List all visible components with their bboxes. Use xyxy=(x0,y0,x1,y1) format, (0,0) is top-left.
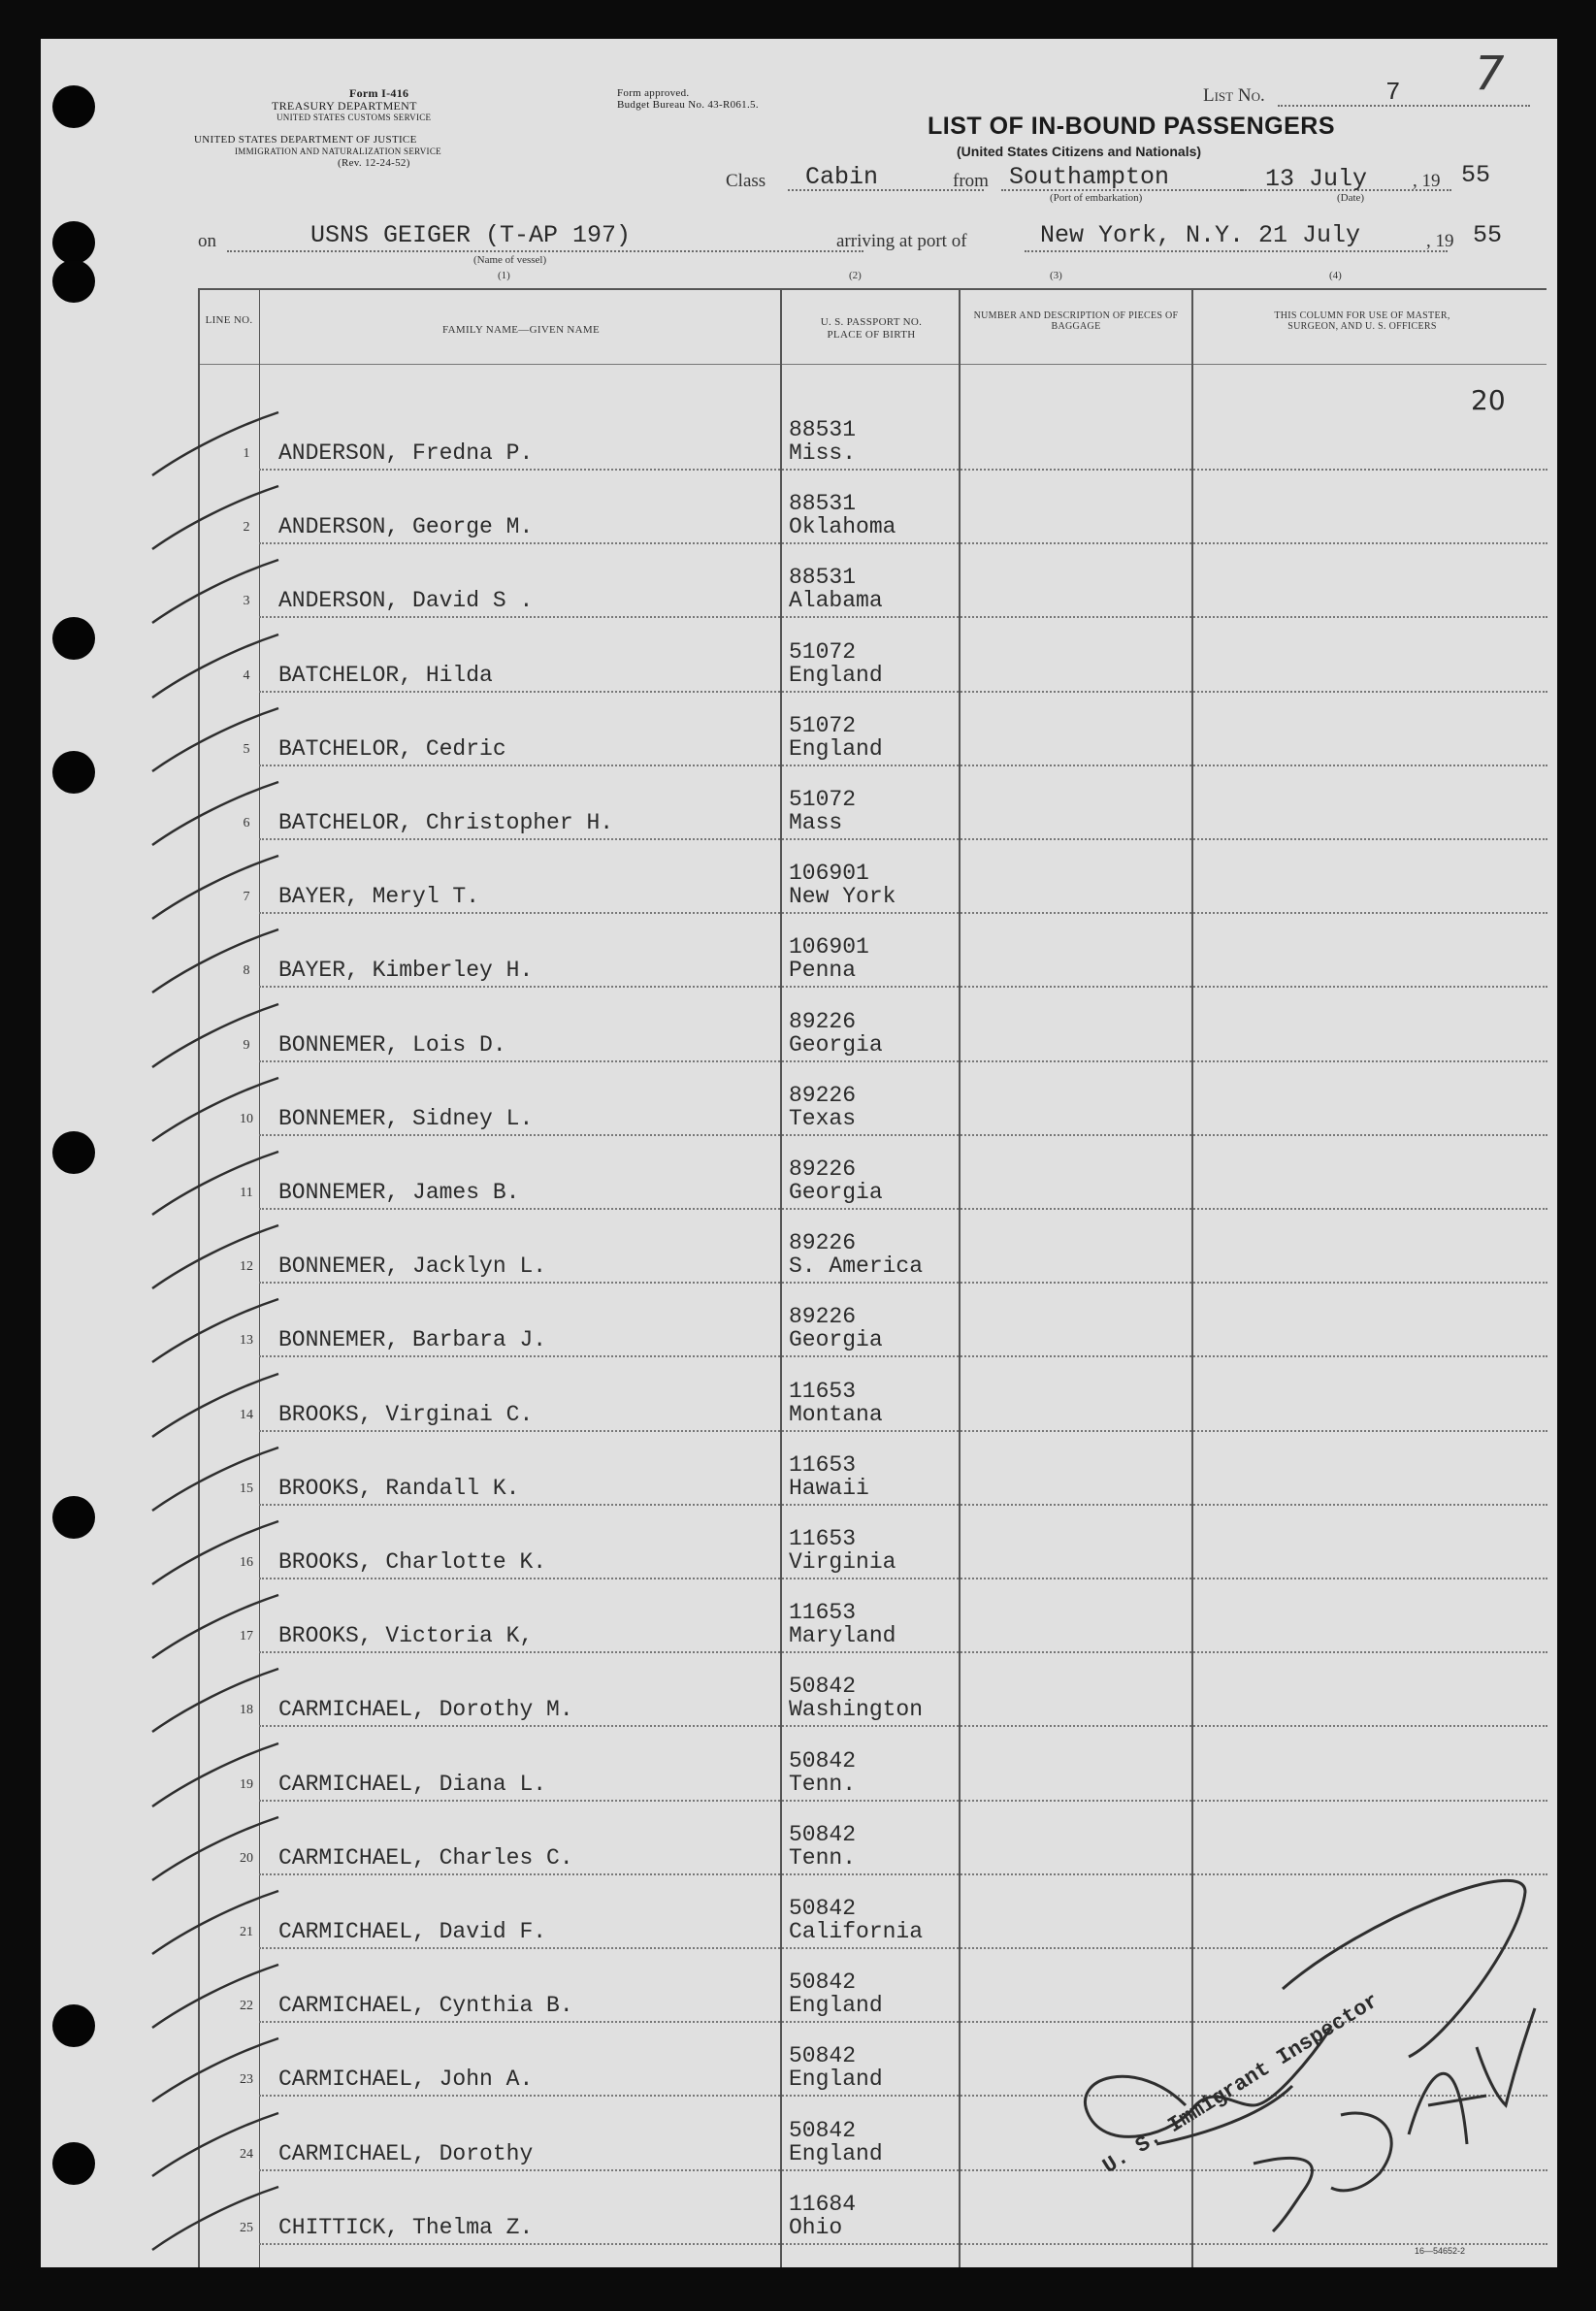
table-row xyxy=(41,472,1557,545)
inspector-stamp-text: U. S. Immigrant Inspector xyxy=(1098,1988,1384,2179)
passenger-name: CARMICHAEL, Diana L. xyxy=(278,1771,547,1797)
passport-number: 50842 xyxy=(789,1747,857,1774)
passport-number: 50842 xyxy=(789,1674,857,1700)
table-header-rule xyxy=(198,364,1547,365)
line-number: 21 xyxy=(240,1925,253,1939)
passenger-name: BONNEMER, Sidney L. xyxy=(278,1105,534,1131)
line-number: 16 xyxy=(240,1555,253,1570)
row-rule xyxy=(259,912,1547,914)
place-of-birth: Virginia xyxy=(789,1549,896,1575)
class-label: Class xyxy=(726,171,766,191)
place-of-birth: Georgia xyxy=(789,1031,883,1058)
passport-number: 11653 xyxy=(789,1600,857,1626)
handwritten-list-number: 7 xyxy=(1475,47,1505,101)
passenger-manifest-page xyxy=(41,39,1557,2267)
table-row xyxy=(41,1359,1557,1433)
passport-number: 11653 xyxy=(789,1378,857,1404)
place-of-birth: Georgia xyxy=(789,1327,883,1353)
place-of-birth: England xyxy=(789,735,883,762)
line-number: 20 xyxy=(240,1850,253,1866)
passport-number: 51072 xyxy=(789,638,857,665)
passport-number: 50842 xyxy=(789,2043,857,2069)
passenger-name: BONNEMER, Barbara J. xyxy=(278,1327,547,1353)
row-rule xyxy=(259,1578,1547,1579)
passenger-name: CARMICHAEL, Charles C. xyxy=(278,1844,573,1871)
line-number: 14 xyxy=(240,1407,253,1422)
row-rule xyxy=(259,542,1547,544)
passport-number: 11653 xyxy=(789,1526,857,1551)
row-rule xyxy=(259,1725,1547,1727)
passenger-name: CARMICHAEL, Dorothy xyxy=(278,2140,534,2166)
arrival-port-date: New York, N.Y. 21 July xyxy=(1040,221,1361,249)
place-of-birth: Tenn. xyxy=(789,1771,857,1797)
passenger-name: CARMICHAEL, John A. xyxy=(278,2067,534,2093)
passport-number: 89226 xyxy=(789,1156,857,1182)
punch-hole xyxy=(52,751,95,794)
punch-hole xyxy=(52,1131,95,1174)
place-of-birth: Texas xyxy=(789,1105,857,1131)
passport-number: 88531 xyxy=(789,417,857,442)
table-row xyxy=(41,620,1557,694)
place-of-birth: England xyxy=(789,2067,883,2093)
table-row xyxy=(41,1433,1557,1507)
date-caption: (Date) xyxy=(1337,192,1365,204)
budget-bureau: Budget Bureau No. 43-R061.5. xyxy=(617,99,759,111)
row-rule xyxy=(259,765,1547,766)
row-rule xyxy=(259,1504,1547,1506)
col-num-1: (1) xyxy=(498,270,510,281)
table-row xyxy=(41,841,1557,915)
arriving-label: arriving at port of xyxy=(836,231,967,251)
place-of-birth: Maryland xyxy=(789,1623,896,1649)
passenger-name: BATCHELOR, Hilda xyxy=(278,662,493,688)
from-label: from xyxy=(953,171,989,191)
punch-hole xyxy=(52,1496,95,1539)
document-subtitle: (United States Citizens and Nationals) xyxy=(957,144,1202,159)
passenger-name: BROOKS, Virginai C. xyxy=(278,1401,534,1427)
line-number: 10 xyxy=(240,1111,253,1126)
passport-number: 11653 xyxy=(789,1451,857,1478)
row-rule xyxy=(259,1282,1547,1284)
place-of-birth: Miss. xyxy=(789,440,857,466)
passenger-name: BAYER, Kimberley H. xyxy=(278,958,534,984)
passport-number: 88531 xyxy=(789,565,857,591)
passenger-name: BATCHELOR, Christopher H. xyxy=(278,810,614,835)
passport-number: 106901 xyxy=(789,934,869,960)
row-rule xyxy=(259,1208,1547,1210)
passport-number: 51072 xyxy=(789,787,857,812)
line-number: 17 xyxy=(240,1629,253,1644)
header-name: FAMILY NAME—GIVEN NAME xyxy=(442,324,600,336)
row-rule xyxy=(259,986,1547,988)
passport-number: 89226 xyxy=(789,1304,857,1330)
place-of-birth: Penna xyxy=(789,958,857,984)
year-suffix-1: 55 xyxy=(1461,161,1491,189)
row-rule xyxy=(259,838,1547,840)
row-rule xyxy=(259,1355,1547,1357)
year-suffix-2: 55 xyxy=(1473,221,1503,249)
table-row xyxy=(41,1729,1557,1803)
place-of-birth: Montana xyxy=(789,1401,883,1427)
form-approved: Form approved. xyxy=(617,87,690,99)
passport-number: 89226 xyxy=(789,1230,857,1256)
punch-hole xyxy=(52,85,95,128)
passport-number: 50842 xyxy=(789,2117,857,2143)
row-rule xyxy=(259,1134,1547,1136)
line-number: 13 xyxy=(240,1333,253,1349)
line-number: 22 xyxy=(240,1999,253,2014)
check-mark xyxy=(147,2182,283,2267)
passenger-name: ANDERSON, Fredna P. xyxy=(278,440,534,466)
place-of-birth: Georgia xyxy=(789,1180,883,1205)
page-count: 20 xyxy=(1471,384,1506,416)
place-of-birth: England xyxy=(789,662,883,688)
col-num-4: (4) xyxy=(1329,270,1342,281)
line-number: 25 xyxy=(240,2220,253,2235)
row-rule xyxy=(259,1651,1547,1653)
table-row xyxy=(41,694,1557,767)
line-number: 19 xyxy=(240,1776,253,1792)
passenger-name: ANDERSON, David S . xyxy=(278,588,534,614)
row-rule xyxy=(259,1800,1547,1802)
line-number: 24 xyxy=(240,2146,253,2162)
line-number: 12 xyxy=(240,1259,253,1275)
punch-hole xyxy=(52,221,95,264)
dept-customs: UNITED STATES CUSTOMS SERVICE xyxy=(277,113,432,122)
passport-number: 50842 xyxy=(789,1969,857,1996)
table-row xyxy=(41,1507,1557,1580)
dept-ins: IMMIGRATION AND NATURALIZATION SERVICE xyxy=(235,146,441,156)
line-number: 5 xyxy=(243,741,250,757)
year-prefix-1: , 19 xyxy=(1413,171,1441,191)
header-passport: U. S. PASSPORT NO. PLACE OF BIRTH xyxy=(820,316,923,341)
passenger-name: CARMICHAEL, David F. xyxy=(278,1919,547,1944)
place-of-birth: England xyxy=(789,1993,883,2019)
punch-hole xyxy=(52,2142,95,2185)
line-number: 2 xyxy=(243,520,250,536)
place-of-birth: Oklahoma xyxy=(789,514,896,540)
inspector-signature-stamp xyxy=(1040,1814,1545,2241)
passenger-name: BATCHELOR, Cedric xyxy=(278,735,506,762)
line-number: 1 xyxy=(243,446,250,461)
header-officers: THIS COLUMN FOR USE OF MASTER, SURGEON, AND U. S. OFFICERS xyxy=(1274,310,1450,332)
table-row xyxy=(41,1580,1557,1654)
passenger-name: BROOKS, Victoria K, xyxy=(278,1623,534,1649)
row-rule xyxy=(259,469,1547,471)
form-number: Form I-416 xyxy=(349,86,409,100)
header-line-no: LINE NO. xyxy=(205,314,253,326)
dept-justice: UNITED STATES DEPARTMENT OF JUSTICE xyxy=(194,134,417,146)
row-rule xyxy=(259,616,1547,618)
table-row xyxy=(41,1063,1557,1137)
col-num-3: (3) xyxy=(1050,270,1062,281)
place-of-birth: England xyxy=(789,2140,883,2166)
place-of-birth: California xyxy=(789,1919,924,1944)
table-row xyxy=(41,915,1557,989)
table-top-rule xyxy=(198,288,1547,290)
passenger-name: CARMICHAEL, Cynthia B. xyxy=(278,1993,573,2019)
class-value: Cabin xyxy=(805,163,879,191)
year-prefix-2: , 19 xyxy=(1426,231,1454,251)
vessel-underline xyxy=(227,250,863,252)
passport-number: 89226 xyxy=(789,1082,857,1108)
port-caption: (Port of embarkation) xyxy=(1050,192,1143,204)
list-no-value: 7 xyxy=(1385,78,1401,107)
place-of-birth: Hawaii xyxy=(789,1475,869,1501)
passenger-name: BONNEMER, James B. xyxy=(278,1180,520,1205)
line-number: 18 xyxy=(240,1703,253,1718)
place-of-birth: Washington xyxy=(789,1697,924,1723)
passenger-name: BONNEMER, Jacklyn L. xyxy=(278,1253,547,1280)
passport-number: 106901 xyxy=(789,861,869,887)
on-label: on xyxy=(198,231,216,251)
list-no-underline xyxy=(1278,105,1530,107)
passport-number: 50842 xyxy=(789,1896,857,1921)
row-rule xyxy=(259,1060,1547,1062)
table-row xyxy=(41,1654,1557,1728)
table-row xyxy=(41,1285,1557,1358)
passport-number: 89226 xyxy=(789,1008,857,1034)
line-number: 9 xyxy=(243,1037,250,1053)
passenger-name: BAYER, Meryl T. xyxy=(278,884,480,910)
place-of-birth: Tenn. xyxy=(789,1844,857,1871)
table-row xyxy=(41,990,1557,1063)
punch-hole xyxy=(52,2004,95,2047)
line-number: 15 xyxy=(240,1481,253,1496)
row-rule xyxy=(259,691,1547,693)
embarkation-date: 13 July xyxy=(1265,165,1368,193)
list-no-label: List No. xyxy=(1203,85,1265,106)
passenger-name: CHITTICK, Thelma Z. xyxy=(278,2214,534,2240)
line-number: 7 xyxy=(243,890,250,905)
dept-treasury: TREASURY DEPARTMENT xyxy=(272,99,417,113)
place-of-birth: Mass xyxy=(789,810,843,835)
table-row xyxy=(41,545,1557,619)
line-number: 23 xyxy=(240,2072,253,2088)
revision-date: (Rev. 12-24-52) xyxy=(338,157,410,169)
place-of-birth: New York xyxy=(789,884,896,910)
vessel-name: USNS GEIGER (T-AP 197) xyxy=(310,221,632,249)
line-number: 8 xyxy=(243,963,250,979)
place-of-birth: S. America xyxy=(789,1253,924,1280)
table-row xyxy=(41,398,1557,472)
vessel-caption: (Name of vessel) xyxy=(473,254,547,266)
passenger-name: ANDERSON, George M. xyxy=(278,514,534,540)
document-title: LIST OF IN-BOUND PASSENGERS xyxy=(928,113,1336,140)
passport-number: 88531 xyxy=(789,491,857,517)
col-num-2: (2) xyxy=(849,270,862,281)
table-row xyxy=(41,767,1557,841)
punch-hole xyxy=(52,260,95,303)
header-baggage: NUMBER AND DESCRIPTION OF PIECES OF BAGGAGE xyxy=(973,310,1179,332)
place-of-birth: Alabama xyxy=(789,588,883,614)
passenger-name: BROOKS, Charlotte K. xyxy=(278,1549,547,1575)
line-number: 4 xyxy=(243,667,250,683)
line-number: 3 xyxy=(243,594,250,609)
passport-number: 11684 xyxy=(789,2191,857,2217)
passport-number: 50842 xyxy=(789,1821,857,1847)
embarkation-port: Southampton xyxy=(1009,163,1170,191)
line-number: 11 xyxy=(240,1186,253,1200)
row-rule xyxy=(259,1430,1547,1432)
passenger-name: CARMICHAEL, Dorothy M. xyxy=(278,1697,573,1723)
footer-form-code: 16—54652-2 xyxy=(1415,2246,1466,2256)
table-row xyxy=(41,1211,1557,1285)
passenger-name: BROOKS, Randall K. xyxy=(278,1475,520,1501)
place-of-birth: Ohio xyxy=(789,2214,843,2240)
arrival-underline xyxy=(1025,250,1448,252)
passenger-name: BONNEMER, Lois D. xyxy=(278,1031,506,1058)
punch-hole xyxy=(52,617,95,660)
row-rule xyxy=(259,2243,1547,2245)
line-number: 6 xyxy=(243,816,250,830)
table-row xyxy=(41,1137,1557,1211)
passport-number: 51072 xyxy=(789,712,857,738)
